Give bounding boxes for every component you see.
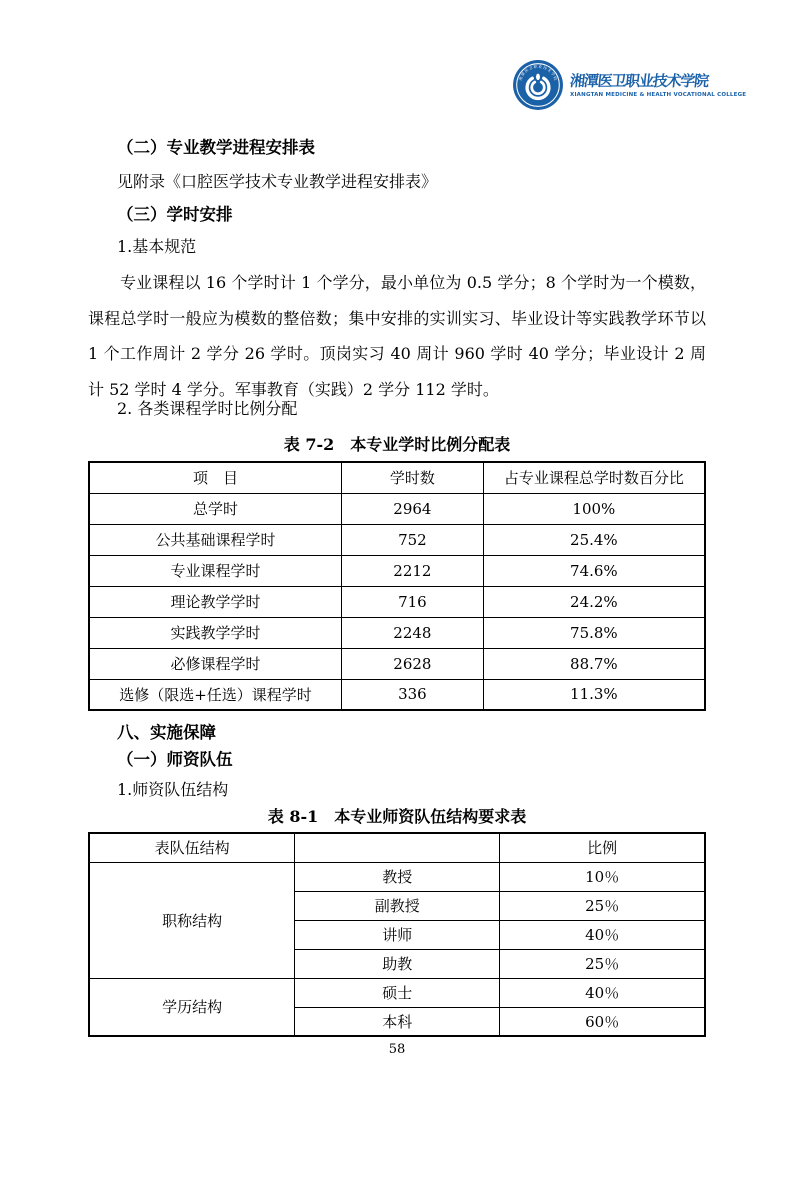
cell-rank: 讲师 (295, 920, 500, 949)
table2-header-ratio: 比例 (500, 833, 705, 862)
cell-hours: 2248 (342, 617, 484, 648)
heading-section-2: （二）专业教学进程安排表 (117, 138, 315, 157)
table1-header-item: 项 目 (89, 462, 342, 493)
table-row (89, 555, 705, 586)
table-row (89, 978, 705, 1007)
cell-hours: 2212 (342, 555, 484, 586)
table1-header-percent: 占专业课程总学时数百分比 (483, 462, 705, 493)
cell-percent: 11.3% (483, 679, 705, 710)
cell-hours: 336 (342, 679, 484, 710)
list-item-faculty-structure: 1.师资队伍结构 (117, 780, 229, 799)
cell-percent: 24.2% (483, 586, 705, 617)
list-item-basic-norms: 1.基本规范 (117, 237, 197, 256)
cell-hours: 2628 (342, 648, 484, 679)
table-header-row (89, 462, 705, 493)
cell-label: 实践教学学时 (89, 617, 342, 648)
table-row (89, 862, 705, 891)
appendix-note: 见附录《口腔医学技术专业教学进程安排表》 (117, 172, 438, 191)
cell-percent: 100% (483, 493, 705, 524)
cell-percent: 74.6% (483, 555, 705, 586)
table2-header-empty (295, 833, 500, 862)
college-emblem-icon (512, 59, 564, 111)
body-paragraph: 专业课程以 16 个学时计 1 个学分，最小单位为 0.5 学分；8 个学时为一个模数，课程总学时一般应为模数的整倍数；集中安排的实训实习、毕业设计等实践教学环节以 1 个工作周计 2 学分 26 学时。顶岗实习 40 周计 960 学时 40 学分；毕业设计 2 周计 52 学时 4 学分。军事教育（实践）2 学分 112 学时。 (88, 273, 706, 399)
table1-header-hours: 学时数 (342, 462, 484, 493)
table2-caption: 表 8-1 本专业师资队伍结构要求表 (267, 807, 527, 826)
table-row (89, 493, 705, 524)
table-header-row (89, 833, 705, 862)
cell-hours: 752 (342, 524, 484, 555)
emblem-arc-text: 湘潭医卫职业技术学院 (518, 64, 558, 82)
cell-rank: 助教 (295, 949, 500, 978)
logo-name-zh: 湘潭医卫职业技术学院 (569, 72, 709, 90)
group-label-title-structure: 职称结构 (89, 862, 295, 978)
cell-percent: 75.8% (483, 617, 705, 648)
cell-ratio: 40％ (500, 920, 705, 949)
cell-degree: 本科 (295, 1007, 500, 1036)
cell-hours: 716 (342, 586, 484, 617)
cell-ratio: 40％ (500, 978, 705, 1007)
heading-section-3: （三）学时安排 (117, 205, 233, 224)
table1-caption: 表 7-2 本专业学时比例分配表 (283, 435, 511, 454)
table2-header-structure: 表队伍结构 (89, 833, 295, 862)
table-row (89, 617, 705, 648)
cell-percent: 88.7% (483, 648, 705, 679)
page-header (88, 58, 747, 112)
cell-label: 理论教学学时 (89, 586, 342, 617)
cell-ratio: 60％ (500, 1007, 705, 1036)
table-row (89, 524, 705, 555)
cell-rank: 教授 (295, 862, 500, 891)
cell-label: 总学时 (89, 493, 342, 524)
cell-degree: 硕士 (295, 978, 500, 1007)
logo-name-en: XIANGTAN MEDICINE & HEALTH VOCATIONAL COLLEGE (570, 92, 747, 98)
cell-label: 专业课程学时 (89, 555, 342, 586)
cell-ratio: 10％ (500, 862, 705, 891)
table-row (89, 586, 705, 617)
hour-ratio-table (88, 461, 706, 711)
heading-section-8-1: （一）师资队伍 (117, 750, 233, 769)
list-item-hour-ratio: 2. 各类课程学时比例分配 (117, 399, 298, 418)
page-number: 58 (388, 1042, 406, 1057)
table-row (89, 679, 705, 710)
cell-label: 必修课程学时 (89, 648, 342, 679)
college-logo (512, 59, 747, 111)
cell-ratio: 25％ (500, 891, 705, 920)
cell-percent: 25.4% (483, 524, 705, 555)
cell-rank: 副教授 (295, 891, 500, 920)
cell-ratio: 25％ (500, 949, 705, 978)
cell-label: 选修（限选+任选）课程学时 (89, 679, 342, 710)
logo-text (569, 72, 747, 98)
document-page (0, 58, 793, 1180)
cell-label: 公共基础课程学时 (89, 524, 342, 555)
cell-hours: 2964 (342, 493, 484, 524)
faculty-structure-table (88, 832, 706, 1037)
heading-section-8: 八、实施保障 (117, 723, 216, 742)
group-label-degree-structure: 学历结构 (89, 978, 295, 1036)
table-row (89, 648, 705, 679)
